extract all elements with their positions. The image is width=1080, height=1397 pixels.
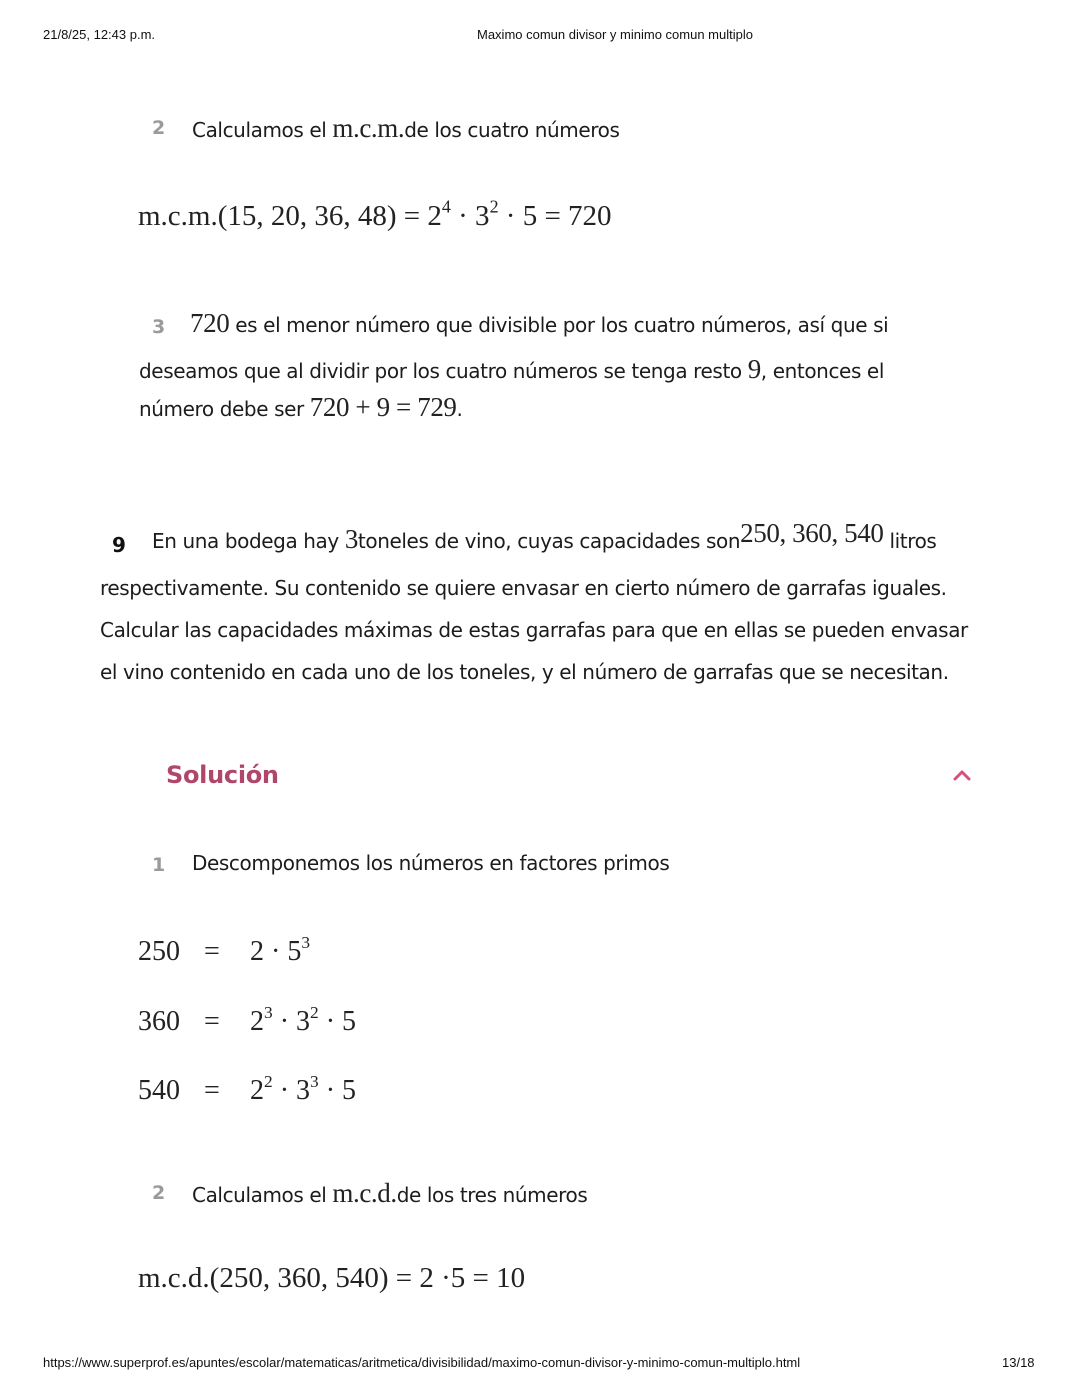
problem-line3: Calcular las capacidades máximas de estas garrafas para que en ellas se pueden envasar [100,618,968,642]
inline-math: 3 [344,524,358,554]
step-text: Descomponemos los números en factores primos [192,851,670,875]
factors: $2^2 \cdot 3^3 \cdot 5$ [250,1071,357,1106]
formula-part: m.c.m.(15, 20, 36, 48) = 2 [138,200,442,232]
step-text [192,113,620,144]
step-text-line2 [139,354,884,385]
text: , entonces el [760,359,884,383]
text: litros [889,529,937,553]
step-number: 1 [152,854,166,876]
number: 540 [138,1075,180,1106]
inline-math: 720 + 9 = 729 [309,392,457,422]
problem-line2: respectivamente. Su contenido se quiere envasar en cierto número de garrafas iguales. [100,576,947,600]
step-text-after: de los cuatro números [404,118,620,142]
inline-math: 9 [747,354,761,384]
step-text-line3 [139,392,463,423]
inline-math: 250, 360, 540 [740,518,884,548]
factors: $2^3 \cdot 3^2 \cdot 5$ [250,1002,357,1037]
text: Calculamos el [192,1183,333,1207]
problem-line1 [152,518,937,555]
print-page-number: 13/18 [1002,1355,1035,1370]
problem-number: 9 [112,533,126,557]
text: número debe ser [139,397,310,421]
exponent: 2 [489,196,499,217]
print-url: https://www.superprof.es/apuntes/escolar/matematicas/aritmetica/divisibilidad/maximo-comun-divisor-y-minimo-comun-multiplo.html [43,1355,801,1370]
step-text-before: Calculamos el [192,118,333,142]
equals: = [204,1075,220,1106]
step-number: 2 [152,117,166,139]
formula-part: · 3 [450,200,490,232]
number: 360 [138,1006,180,1037]
text: es el menor número que divisible por los cuatro números, así que si [235,313,889,337]
text: toneles de vino, cuyas capacidades son [357,529,741,553]
step-number: 2 [152,1182,166,1204]
step-text-line1 [190,308,888,339]
equals: = [204,936,220,967]
lcm-formula [138,196,612,233]
solution-toggle-title[interactable]: Solución [166,761,279,789]
inline-math: m.c.d. [332,1178,397,1208]
exponent: 4 [441,196,451,217]
print-datetime: 21/8/25, 12:43 p.m. [43,27,156,42]
gcd-formula: m.c.d.(250, 360, 540) = 2 ·5 = 10 [138,1262,526,1294]
text: deseamos que al dividir por los cuatro números se tenga resto [139,359,748,383]
print-page-title: Maximo comun divisor y minimo comun multiplo [477,27,753,42]
step-number: 3 [152,316,166,338]
formula-part: · 5 = 720 [498,200,612,232]
factors: $2 \cdot 5^3$ [250,932,311,967]
problem-line4: el vino contenido en cada uno de los toneles, y el número de garrafas que se necesitan. [100,660,949,684]
inline-math: 720 [190,308,230,338]
text: . [456,397,463,421]
chevron-up-icon[interactable] [952,768,972,782]
equals: = [204,1006,220,1037]
text: de los tres números [396,1183,588,1207]
number: 250 [138,936,180,967]
inline-math: m.c.m. [332,113,405,143]
text: En una bodega hay [152,529,345,553]
step-text [192,1178,587,1209]
